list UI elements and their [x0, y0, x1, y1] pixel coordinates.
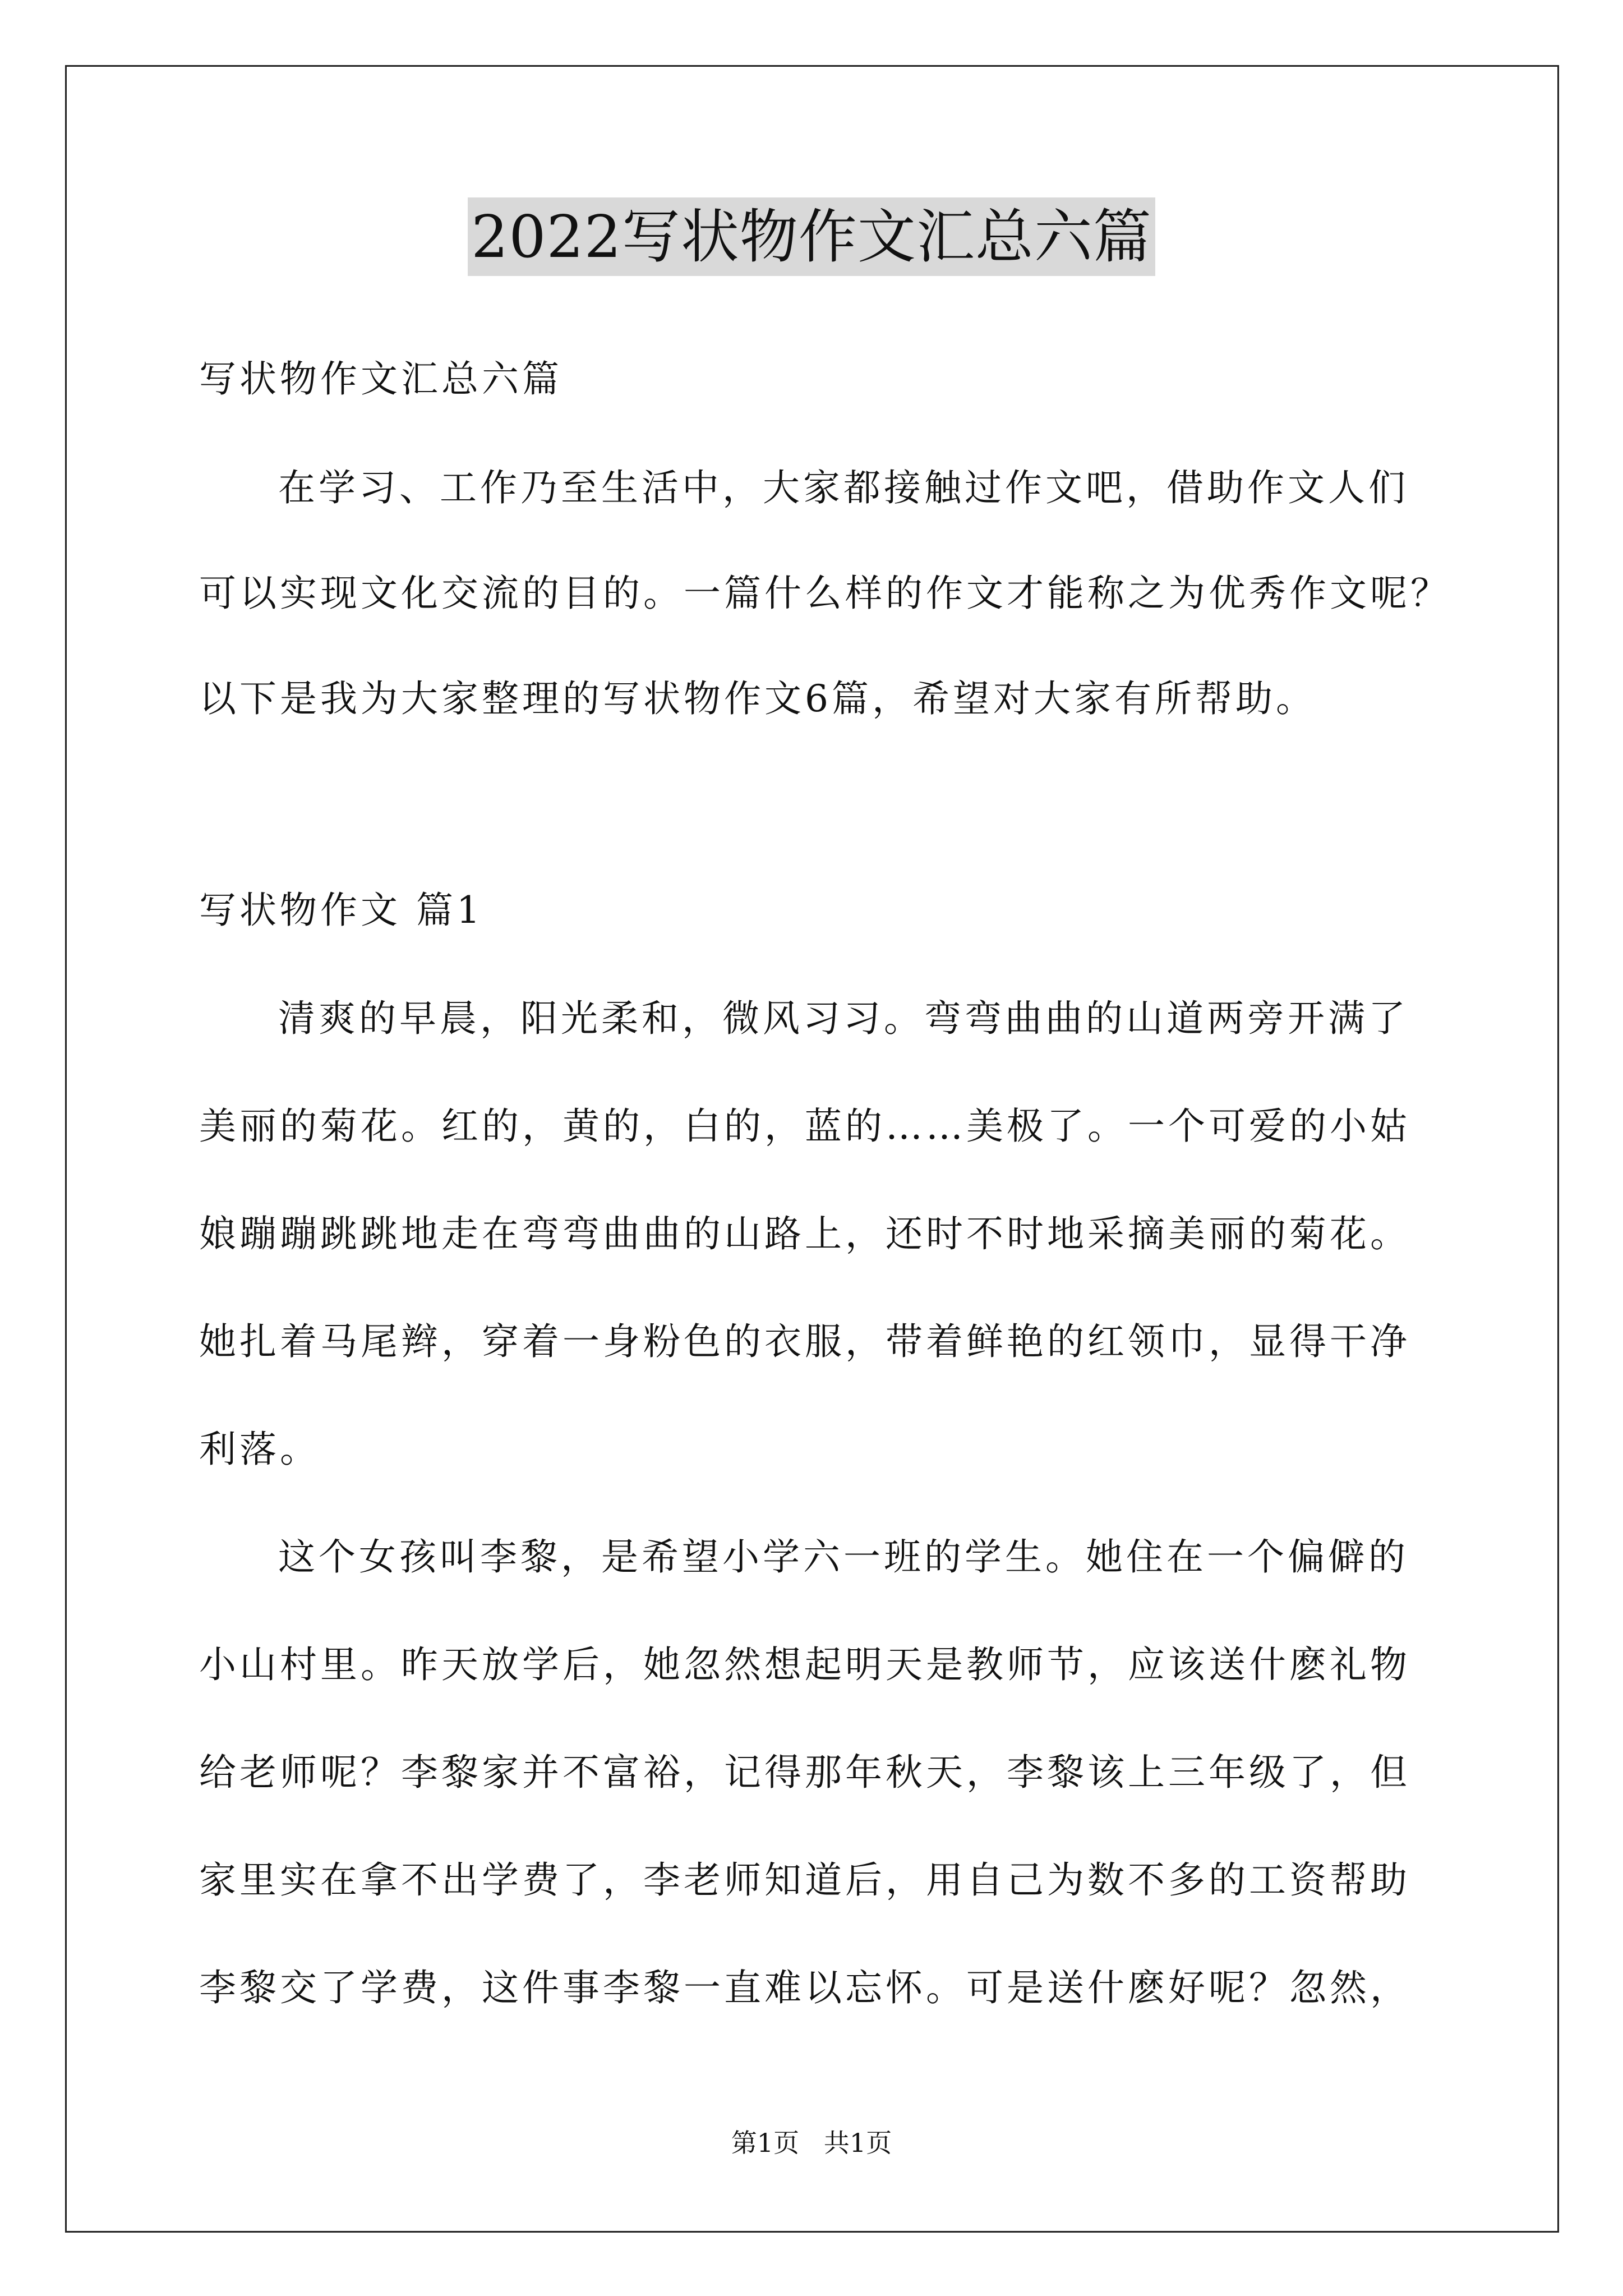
intro-line-1: 在学习、工作乃至生活中，大家都接触过作文吧，借助作文人们 — [278, 466, 1409, 509]
document-subtitle: 写状物作文汇总六篇 — [199, 357, 562, 401]
para2-line-3: 给老师呢？李黎家并不富裕，记得那年秋天，李黎该上三年级了，但 — [199, 1751, 1410, 1794]
para2-line-2: 小山村里。昨天放学后，她忽然想起明天是教师节，应该送什麽礼物 — [199, 1643, 1410, 1686]
document-title: 2022写状物作文汇总六篇 — [468, 197, 1155, 276]
para2-line-1: 这个女孩叫李黎，是希望小学六一班的学生。她住在一个偏僻的 — [278, 1535, 1409, 1579]
page-footer: 第1页 共1页 — [731, 2128, 892, 2158]
para2-line-5: 李黎交了学费，这件事李黎一直难以忘怀。可是送什麽好呢？忽然， — [199, 1966, 1410, 2009]
para1-line-5: 利落。 — [199, 1428, 320, 1471]
para1-line-2: 美丽的菊花。红的，黄的，白的，蓝的……美极了。一个可爱的小姑 — [199, 1105, 1410, 1148]
title-wrap — [0, 197, 1623, 276]
intro-line-3: 以下是我为大家整理的写状物作文6篇，希望对大家有所帮助。 — [199, 677, 1316, 720]
intro-line-2: 可以实现文化交流的目的。一篇什么样的作文才能称之为优秀作文呢？ — [199, 572, 1451, 615]
para1-line-3: 娘蹦蹦跳跳地走在弯弯曲曲的山路上，还时不时地采摘美丽的菊花。 — [199, 1212, 1410, 1255]
section-heading: 写状物作文 篇1 — [199, 889, 483, 932]
para1-line-1: 清爽的早晨，阳光柔和，微风习习。弯弯曲曲的山道两旁开满了 — [278, 997, 1409, 1040]
para1-line-4: 她扎着马尾辫，穿着一身粉色的衣服，带着鲜艳的红领巾，显得干净 — [199, 1320, 1410, 1363]
para2-line-4: 家里实在拿不出学费了，李老师知道后，用自己为数不多的工资帮助 — [199, 1858, 1410, 1902]
